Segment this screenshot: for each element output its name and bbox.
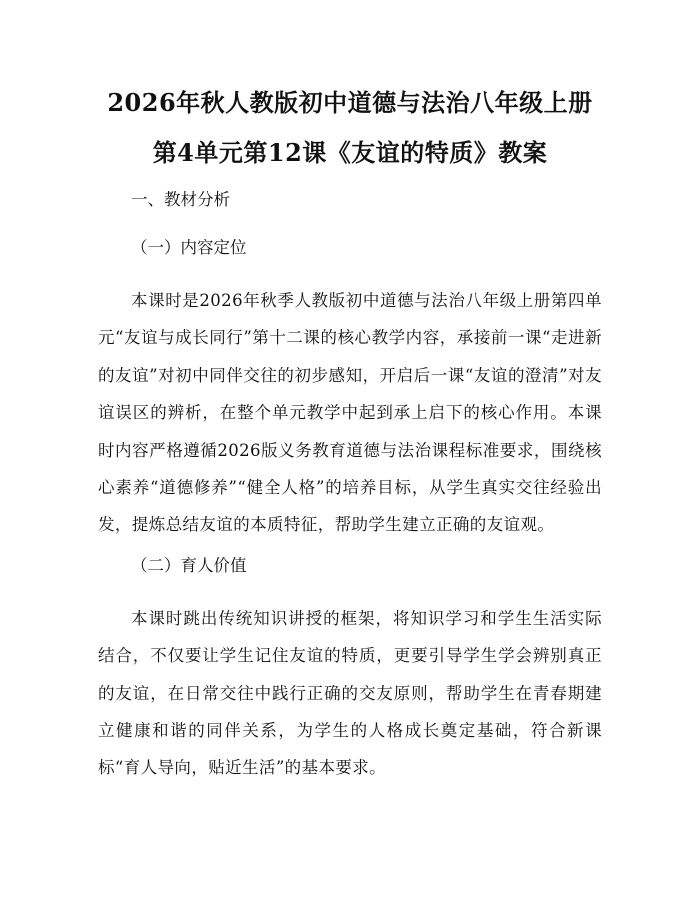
document-title-line-1: 2026年秋人教版初中道德与法治八年级上册 <box>107 88 593 117</box>
subsection-heading-content-positioning: （一）内容定位 <box>131 238 247 257</box>
subsection-heading-educational-value: （二）育人价值 <box>131 555 247 575</box>
document-title-line-2: 第4单元第12课《友谊的特质》教案 <box>152 138 548 167</box>
paragraph-content-positioning: 本课时是2026年秋季人教版初中道德与法治八年级上册第四单元“友谊与成长同行”第十二课的核心教学内容，承接前一课“走进新的友谊”对初中同伴交往的初步感知，开启后一课“友谊的澄清”对友谊误区的辨析，在整个单元教学中起到承上启下的核心作用。本课时内容严格遵循2026版义务教育道德与法治课程标准要求，围绕核心素养“道德修养”“健全人格”的培养目标，从学生真实交往经验出发，提炼总结友谊的本质特征，帮助学生建立正确的友谊观。 <box>98 291 602 535</box>
section-heading-teaching-material-analysis: 一、教材分析 <box>131 190 230 209</box>
paragraph-educational-value: 本课时跳出传统知识讲授的框架，将知识学习和学生生活实际结合，不仅要让学生记住友谊的特质，更要引导学生学会辨别真正的友谊，在日常交往中践行正确的交友原则，帮助学生在青春期建立健康和谐的同伴关系，为学生的人格成长奠定基础，符合新课标“育人导向，贴近生活”的基本要求。 <box>98 608 602 778</box>
document-body <box>98 188 602 787</box>
